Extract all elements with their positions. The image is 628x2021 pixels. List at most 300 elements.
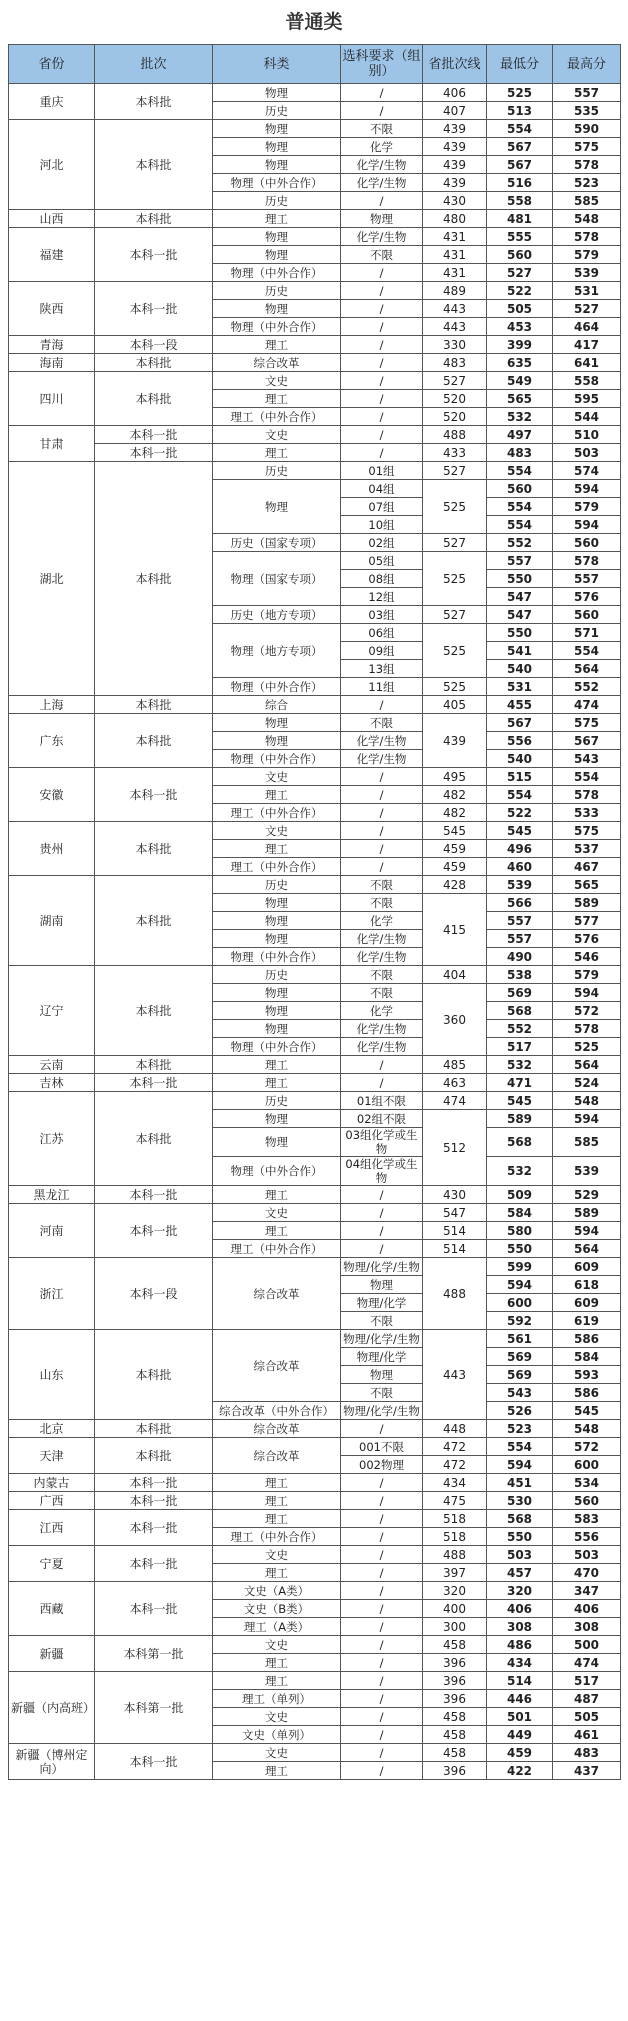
batch-line-cell: 458 xyxy=(423,1708,487,1726)
min-score-cell: 569 xyxy=(487,1366,553,1384)
max-score-cell: 578 xyxy=(553,156,621,174)
max-score-cell: 557 xyxy=(553,84,621,102)
batch-cell: 本科一批 xyxy=(95,1546,213,1582)
min-score-cell: 554 xyxy=(487,786,553,804)
province-cell: 山西 xyxy=(9,210,95,228)
requirement-cell: 化学/生物 xyxy=(341,1038,423,1056)
max-score-cell: 483 xyxy=(553,1744,621,1762)
subject-type-cell: 综合改革 xyxy=(213,1438,341,1474)
max-score-cell: 590 xyxy=(553,120,621,138)
requirement-cell: 001不限 xyxy=(341,1438,423,1456)
subject-type-cell: 物理 xyxy=(213,1110,341,1128)
max-score-cell: 594 xyxy=(553,516,621,534)
max-score-cell: 584 xyxy=(553,1348,621,1366)
subject-type-cell: 理工 xyxy=(213,840,341,858)
table-row xyxy=(9,210,621,228)
max-score-cell: 533 xyxy=(553,804,621,822)
requirement-cell: 不限 xyxy=(341,714,423,732)
min-score-cell: 635 xyxy=(487,354,553,372)
province-cell: 陕西 xyxy=(9,282,95,336)
batch-line-cell: 472 xyxy=(423,1456,487,1474)
batch-line-cell: 545 xyxy=(423,822,487,840)
min-score-cell: 550 xyxy=(487,1240,553,1258)
subject-type-cell: 理工 xyxy=(213,1672,341,1690)
batch-cell: 本科一批 xyxy=(95,444,213,462)
min-score-cell: 552 xyxy=(487,1020,553,1038)
batch-line-cell: 407 xyxy=(423,102,487,120)
max-score-cell: 564 xyxy=(553,1056,621,1074)
requirement-cell: 01组 xyxy=(341,462,423,480)
table-row xyxy=(9,1636,621,1654)
min-score-cell: 517 xyxy=(487,1038,553,1056)
subject-type-cell: 物理（国家专项） xyxy=(213,552,341,606)
requirement-cell: / xyxy=(341,1528,423,1546)
min-score-cell: 490 xyxy=(487,948,553,966)
batch-line-cell: 527 xyxy=(423,372,487,390)
batch-cell: 本科批 xyxy=(95,1330,213,1420)
max-score-cell: 576 xyxy=(553,930,621,948)
min-score-cell: 558 xyxy=(487,192,553,210)
batch-line-cell: 514 xyxy=(423,1240,487,1258)
max-score-cell: 560 xyxy=(553,534,621,552)
subject-type-cell: 理工 xyxy=(213,1762,341,1780)
batch-cell: 本科一批 xyxy=(95,426,213,444)
max-score-cell: 347 xyxy=(553,1582,621,1600)
subject-type-cell: 综合改革 xyxy=(213,354,341,372)
batch-line-cell: 547 xyxy=(423,1204,487,1222)
max-score-cell: 589 xyxy=(553,894,621,912)
requirement-cell: 化学/生物 xyxy=(341,228,423,246)
requirement-cell: 05组 xyxy=(341,552,423,570)
min-score-cell: 449 xyxy=(487,1726,553,1744)
table-row xyxy=(9,1492,621,1510)
min-score-cell: 545 xyxy=(487,822,553,840)
table-row xyxy=(9,876,621,894)
max-score-cell: 474 xyxy=(553,1654,621,1672)
max-score-cell: 558 xyxy=(553,372,621,390)
subject-type-cell: 文史 xyxy=(213,1546,341,1564)
province-cell: 浙江 xyxy=(9,1258,95,1330)
min-score-cell: 556 xyxy=(487,732,553,750)
min-score-cell: 538 xyxy=(487,966,553,984)
table-row xyxy=(9,120,621,138)
subject-type-cell: 文史 xyxy=(213,822,341,840)
requirement-cell: 物理 xyxy=(341,1366,423,1384)
batch-line-cell: 518 xyxy=(423,1528,487,1546)
subject-type-cell: 文史（A类） xyxy=(213,1582,341,1600)
max-score-cell: 579 xyxy=(553,498,621,516)
max-score-cell: 505 xyxy=(553,1708,621,1726)
subject-type-cell: 物理 xyxy=(213,138,341,156)
header-batch: 批次 xyxy=(95,45,213,84)
requirement-cell: 03组化学或生物 xyxy=(341,1128,423,1157)
province-cell: 湖南 xyxy=(9,876,95,966)
min-score-cell: 539 xyxy=(487,876,553,894)
requirement-cell: / xyxy=(341,1240,423,1258)
max-score-cell: 585 xyxy=(553,192,621,210)
table-row xyxy=(9,1056,621,1074)
requirement-cell: 04组 xyxy=(341,480,423,498)
min-score-cell: 557 xyxy=(487,930,553,948)
requirement-cell: 03组 xyxy=(341,606,423,624)
province-cell: 贵州 xyxy=(9,822,95,876)
max-score-cell: 525 xyxy=(553,1038,621,1056)
min-score-cell: 522 xyxy=(487,804,553,822)
min-score-cell: 541 xyxy=(487,642,553,660)
page-title: 普通类 xyxy=(285,11,343,33)
batch-cell: 本科第一批 xyxy=(95,1672,213,1744)
batch-cell: 本科批 xyxy=(95,876,213,966)
batch-cell: 本科一批 xyxy=(95,768,213,822)
min-score-cell: 565 xyxy=(487,390,553,408)
table-row xyxy=(9,1582,621,1600)
requirement-cell: / xyxy=(341,264,423,282)
min-score-cell: 483 xyxy=(487,444,553,462)
province-cell: 山东 xyxy=(9,1330,95,1420)
requirement-cell: / xyxy=(341,282,423,300)
subject-type-cell: 物理 xyxy=(213,120,341,138)
batch-cell: 本科一批 xyxy=(95,1186,213,1204)
batch-line-cell: 448 xyxy=(423,1420,487,1438)
batch-line-cell: 396 xyxy=(423,1690,487,1708)
subject-type-cell: 理工 xyxy=(213,1474,341,1492)
min-score-cell: 460 xyxy=(487,858,553,876)
subject-type-cell: 物理 xyxy=(213,480,341,534)
batch-cell: 本科第一批 xyxy=(95,1636,213,1672)
max-score-cell: 577 xyxy=(553,912,621,930)
subject-type-cell: 历史 xyxy=(213,462,341,480)
batch-line-cell: 428 xyxy=(423,876,487,894)
subject-type-cell: 理工 xyxy=(213,1654,341,1672)
min-score-cell: 486 xyxy=(487,1636,553,1654)
table-row xyxy=(9,714,621,732)
requirement-cell: / xyxy=(341,300,423,318)
subject-type-cell: 文史（单列） xyxy=(213,1726,341,1744)
batch-cell: 本科一段 xyxy=(95,336,213,354)
batch-line-cell: 360 xyxy=(423,984,487,1056)
subject-type-cell: 物理 xyxy=(213,300,341,318)
requirement-cell: / xyxy=(341,1564,423,1582)
min-score-cell: 567 xyxy=(487,714,553,732)
batch-line-cell: 520 xyxy=(423,390,487,408)
table-row xyxy=(9,1420,621,1438)
subject-type-cell: 理工（中外合作） xyxy=(213,1240,341,1258)
batch-line-cell: 431 xyxy=(423,228,487,246)
requirement-cell: 不限 xyxy=(341,1312,423,1330)
requirement-cell: 化学 xyxy=(341,138,423,156)
batch-cell: 本科一批 xyxy=(95,1744,213,1780)
subject-type-cell: 理工 xyxy=(213,1510,341,1528)
min-score-cell: 567 xyxy=(487,138,553,156)
min-score-cell: 543 xyxy=(487,1384,553,1402)
table-header-row xyxy=(9,45,621,84)
requirement-cell: 02组不限 xyxy=(341,1110,423,1128)
min-score-cell: 497 xyxy=(487,426,553,444)
batch-line-cell: 300 xyxy=(423,1618,487,1636)
batch-line-cell: 474 xyxy=(423,1092,487,1110)
max-score-cell: 467 xyxy=(553,858,621,876)
subject-type-cell: 物理（地方专项） xyxy=(213,624,341,678)
batch-line-cell: 430 xyxy=(423,192,487,210)
max-score-cell: 618 xyxy=(553,1276,621,1294)
batch-cell: 本科批 xyxy=(95,1056,213,1074)
header-province: 省份 xyxy=(9,45,95,84)
batch-cell: 本科批 xyxy=(95,1420,213,1438)
batch-line-cell: 439 xyxy=(423,174,487,192)
subject-type-cell: 物理 xyxy=(213,732,341,750)
subject-type-cell: 综合改革 xyxy=(213,1330,341,1402)
batch-line-cell: 472 xyxy=(423,1438,487,1456)
requirement-cell: 化学/生物 xyxy=(341,732,423,750)
max-score-cell: 586 xyxy=(553,1330,621,1348)
max-score-cell: 560 xyxy=(553,1492,621,1510)
min-score-cell: 554 xyxy=(487,516,553,534)
max-score-cell: 564 xyxy=(553,660,621,678)
province-cell: 海南 xyxy=(9,354,95,372)
subject-type-cell: 物理（中外合作） xyxy=(213,948,341,966)
subject-type-cell: 文史（B类） xyxy=(213,1600,341,1618)
batch-line-cell: 482 xyxy=(423,804,487,822)
min-score-cell: 566 xyxy=(487,894,553,912)
max-score-cell: 594 xyxy=(553,984,621,1002)
subject-type-cell: 物理（中外合作） xyxy=(213,1157,341,1186)
min-score-cell: 545 xyxy=(487,1092,553,1110)
max-score-cell: 578 xyxy=(553,1020,621,1038)
province-cell: 河北 xyxy=(9,120,95,210)
min-score-cell: 406 xyxy=(487,1600,553,1618)
table-row xyxy=(9,372,621,390)
requirement-cell: / xyxy=(341,1492,423,1510)
batch-cell: 本科一批 xyxy=(95,1510,213,1546)
min-score-cell: 516 xyxy=(487,174,553,192)
province-cell: 江苏 xyxy=(9,1092,95,1186)
batch-cell: 本科批 xyxy=(95,966,213,1056)
requirement-cell: / xyxy=(341,102,423,120)
max-score-cell: 578 xyxy=(553,228,621,246)
min-score-cell: 580 xyxy=(487,1222,553,1240)
batch-cell: 本科批 xyxy=(95,372,213,426)
batch-line-cell: 475 xyxy=(423,1492,487,1510)
requirement-cell: / xyxy=(341,1654,423,1672)
batch-cell: 本科批 xyxy=(95,120,213,210)
requirement-cell: / xyxy=(341,840,423,858)
requirement-cell: / xyxy=(341,858,423,876)
subject-type-cell: 理工 xyxy=(213,336,341,354)
max-score-cell: 565 xyxy=(553,876,621,894)
batch-cell: 本科批 xyxy=(95,696,213,714)
header-requirement: 选科要求（组别） xyxy=(341,45,423,84)
max-score-cell: 609 xyxy=(553,1258,621,1276)
requirement-cell: / xyxy=(341,1186,423,1204)
province-cell: 广东 xyxy=(9,714,95,768)
max-score-cell: 464 xyxy=(553,318,621,336)
subject-type-cell: 理工 xyxy=(213,1222,341,1240)
min-score-cell: 568 xyxy=(487,1128,553,1157)
batch-line-cell: 480 xyxy=(423,210,487,228)
max-score-cell: 594 xyxy=(553,1222,621,1240)
table-row xyxy=(9,1186,621,1204)
subject-type-cell: 文史 xyxy=(213,1636,341,1654)
score-table-wrapper xyxy=(8,44,620,1780)
min-score-cell: 550 xyxy=(487,624,553,642)
max-score-cell: 543 xyxy=(553,750,621,768)
subject-type-cell: 历史 xyxy=(213,102,341,120)
requirement-cell: 化学/生物 xyxy=(341,930,423,948)
requirement-cell: / xyxy=(341,1690,423,1708)
requirement-cell: 化学 xyxy=(341,1002,423,1020)
min-score-cell: 481 xyxy=(487,210,553,228)
batch-line-cell: 330 xyxy=(423,336,487,354)
subject-type-cell: 理工 xyxy=(213,210,341,228)
max-score-cell: 575 xyxy=(553,714,621,732)
min-score-cell: 501 xyxy=(487,1708,553,1726)
table-body xyxy=(9,84,621,1780)
min-score-cell: 525 xyxy=(487,84,553,102)
requirement-cell: 化学/生物 xyxy=(341,948,423,966)
max-score-cell: 548 xyxy=(553,210,621,228)
requirement-cell: 06组 xyxy=(341,624,423,642)
max-score-cell: 574 xyxy=(553,462,621,480)
requirement-cell: / xyxy=(341,372,423,390)
requirement-cell: 不限 xyxy=(341,966,423,984)
subject-type-cell: 文史 xyxy=(213,1744,341,1762)
batch-line-cell: 404 xyxy=(423,966,487,984)
requirement-cell: / xyxy=(341,1074,423,1092)
requirement-cell: 不限 xyxy=(341,1384,423,1402)
requirement-cell: 04组化学或生物 xyxy=(341,1157,423,1186)
min-score-cell: 554 xyxy=(487,462,553,480)
max-score-cell: 544 xyxy=(553,408,621,426)
max-score-cell: 548 xyxy=(553,1420,621,1438)
requirement-cell: 01组不限 xyxy=(341,1092,423,1110)
requirement-cell: 物理/化学 xyxy=(341,1294,423,1312)
subject-type-cell: 物理 xyxy=(213,1128,341,1157)
requirement-cell: 化学 xyxy=(341,912,423,930)
header-subject-type: 科类 xyxy=(213,45,341,84)
batch-line-cell: 400 xyxy=(423,1600,487,1618)
max-score-cell: 572 xyxy=(553,1002,621,1020)
max-score-cell: 539 xyxy=(553,264,621,282)
subject-type-cell: 理工 xyxy=(213,1492,341,1510)
score-table xyxy=(8,44,621,1780)
min-score-cell: 496 xyxy=(487,840,553,858)
table-row xyxy=(9,966,621,984)
max-score-cell: 474 xyxy=(553,696,621,714)
subject-type-cell: 物理（中外合作） xyxy=(213,678,341,696)
min-score-cell: 399 xyxy=(487,336,553,354)
max-score-cell: 600 xyxy=(553,1456,621,1474)
min-score-cell: 584 xyxy=(487,1204,553,1222)
min-score-cell: 540 xyxy=(487,660,553,678)
table-row xyxy=(9,282,621,300)
batch-line-cell: 518 xyxy=(423,1510,487,1528)
batch-line-cell: 430 xyxy=(423,1186,487,1204)
province-cell: 新疆 xyxy=(9,1636,95,1672)
min-score-cell: 455 xyxy=(487,696,553,714)
province-cell: 福建 xyxy=(9,228,95,282)
batch-cell: 本科批 xyxy=(95,1438,213,1474)
header-batch-line: 省批次线 xyxy=(423,45,487,84)
requirement-cell: 12组 xyxy=(341,588,423,606)
subject-type-cell: 文史 xyxy=(213,372,341,390)
batch-line-cell: 458 xyxy=(423,1636,487,1654)
requirement-cell: 不限 xyxy=(341,246,423,264)
batch-line-cell: 527 xyxy=(423,462,487,480)
min-score-cell: 434 xyxy=(487,1654,553,1672)
batch-line-cell: 520 xyxy=(423,408,487,426)
province-cell: 新疆（内高班） xyxy=(9,1672,95,1744)
province-cell: 湖北 xyxy=(9,462,95,696)
subject-type-cell: 物理 xyxy=(213,894,341,912)
table-row xyxy=(9,1672,621,1690)
subject-type-cell: 物理（中外合作） xyxy=(213,1038,341,1056)
min-score-cell: 557 xyxy=(487,912,553,930)
min-score-cell: 526 xyxy=(487,1402,553,1420)
batch-line-cell: 434 xyxy=(423,1474,487,1492)
batch-line-cell: 483 xyxy=(423,354,487,372)
subject-type-cell: 物理 xyxy=(213,84,341,102)
max-score-cell: 487 xyxy=(553,1690,621,1708)
subject-type-cell: 综合改革（中外合作） xyxy=(213,1402,341,1420)
table-row xyxy=(9,1546,621,1564)
subject-type-cell: 文史 xyxy=(213,768,341,786)
batch-line-cell: 459 xyxy=(423,840,487,858)
requirement-cell: / xyxy=(341,192,423,210)
requirement-cell: 物理/化学/生物 xyxy=(341,1258,423,1276)
subject-type-cell: 物理（中外合作） xyxy=(213,264,341,282)
batch-cell: 本科批 xyxy=(95,714,213,768)
min-score-cell: 422 xyxy=(487,1762,553,1780)
max-score-cell: 503 xyxy=(553,444,621,462)
batch-line-cell: 488 xyxy=(423,1258,487,1330)
province-cell: 西藏 xyxy=(9,1582,95,1636)
batch-line-cell: 320 xyxy=(423,1582,487,1600)
subject-type-cell: 理工 xyxy=(213,1074,341,1092)
province-cell: 天津 xyxy=(9,1438,95,1474)
requirement-cell: / xyxy=(341,1056,423,1074)
min-score-cell: 446 xyxy=(487,1690,553,1708)
subject-type-cell: 历史 xyxy=(213,282,341,300)
batch-line-cell: 488 xyxy=(423,1546,487,1564)
province-cell: 内蒙古 xyxy=(9,1474,95,1492)
max-score-cell: 554 xyxy=(553,642,621,660)
max-score-cell: 594 xyxy=(553,480,621,498)
subject-type-cell: 物理 xyxy=(213,156,341,174)
min-score-cell: 503 xyxy=(487,1546,553,1564)
batch-cell: 本科批 xyxy=(95,354,213,372)
table-row xyxy=(9,1258,621,1276)
min-score-cell: 514 xyxy=(487,1672,553,1690)
requirement-cell: 002物理 xyxy=(341,1456,423,1474)
requirement-cell: 化学/生物 xyxy=(341,1020,423,1038)
min-score-cell: 560 xyxy=(487,246,553,264)
batch-line-cell: 431 xyxy=(423,246,487,264)
min-score-cell: 552 xyxy=(487,534,553,552)
requirement-cell: 物理/化学/生物 xyxy=(341,1330,423,1348)
requirement-cell: / xyxy=(341,822,423,840)
requirement-cell: 物理 xyxy=(341,1276,423,1294)
requirement-cell: / xyxy=(341,1582,423,1600)
table-row xyxy=(9,696,621,714)
batch-cell: 本科批 xyxy=(95,1092,213,1186)
batch-line-cell: 525 xyxy=(423,480,487,534)
province-cell: 辽宁 xyxy=(9,966,95,1056)
max-score-cell: 470 xyxy=(553,1564,621,1582)
requirement-cell: 物理/化学/生物 xyxy=(341,1402,423,1420)
table-row xyxy=(9,1474,621,1492)
subject-type-cell: 物理 xyxy=(213,714,341,732)
min-score-cell: 531 xyxy=(487,678,553,696)
